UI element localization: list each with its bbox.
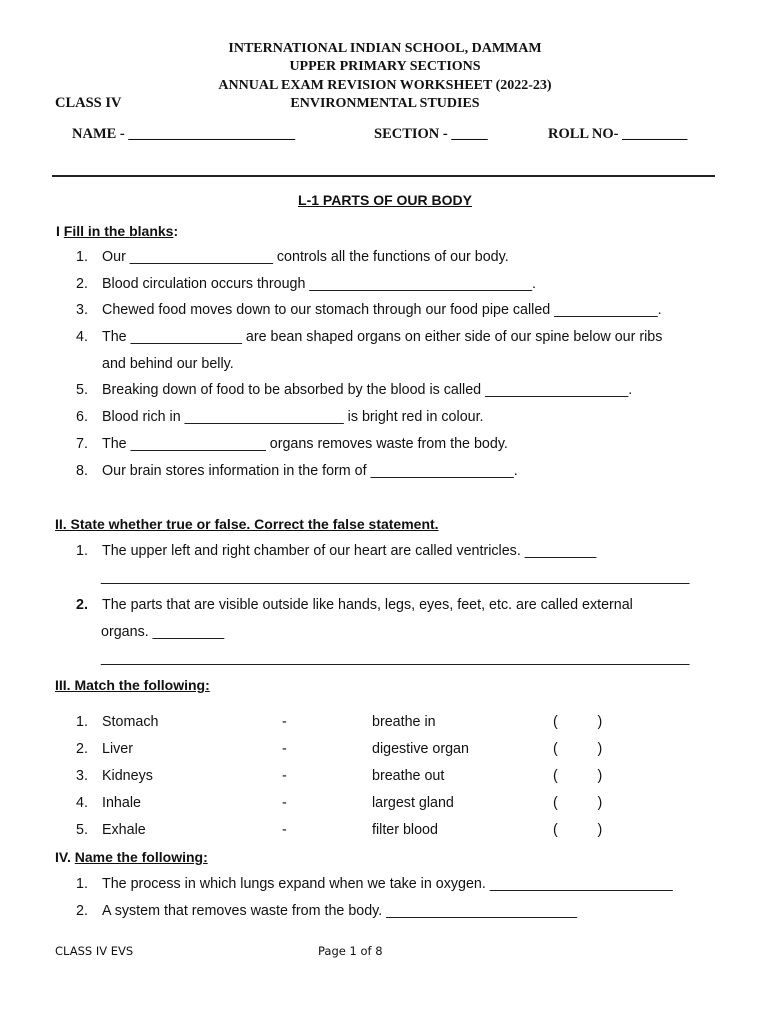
- part1-heading: Fill in the blanks: [63, 223, 174, 239]
- school-sections: UPPER PRIMARY SECTIONS: [289, 59, 481, 74]
- part1-roman: I: [56, 223, 64, 239]
- class-label: CLASS IV: [55, 95, 122, 111]
- worksheet-title: ANNUAL EXAM REVISION WORKSHEET (2022-23): [218, 78, 552, 93]
- match-row: 4. Inhale: [76, 795, 141, 811]
- part3-title: III. Match the following:: [55, 677, 210, 693]
- match-option: filter blood: [372, 822, 438, 838]
- list-item-continuation: organs. _________: [101, 624, 225, 640]
- subject-title: ENVIRONMENTAL STUDIES: [290, 96, 480, 111]
- match-row: 3. Kidneys: [76, 768, 153, 784]
- header-divider: [52, 175, 715, 177]
- list-item: 7. The _________________ organs removes waste from the body.: [76, 436, 508, 452]
- part4-heading: Name the following:: [74, 849, 208, 865]
- list-item: 2. A system that removes waste from the body. ________________________: [76, 903, 578, 919]
- name-field[interactable]: NAME - _______________________: [72, 126, 296, 142]
- list-item: 2. The parts that are visible outside like hands, legs, eyes, feet, etc. are called external: [76, 597, 633, 613]
- part1-title: I Fill in the blanks:: [56, 223, 179, 239]
- match-dash: -: [282, 741, 287, 757]
- match-dash: -: [282, 768, 287, 784]
- list-item: 1. The upper left and right chamber of our heart are called ventricles. _________: [76, 543, 597, 559]
- list-item: 1. Our __________________ controls all the functions of our body.: [76, 249, 509, 265]
- match-dash: -: [282, 714, 287, 730]
- match-row: 2. Liver: [76, 741, 133, 757]
- footer-class: CLASS IV EVS: [55, 944, 134, 958]
- list-item: 3. Chewed food moves down to our stomach through our food pipe called _____________.: [76, 302, 662, 318]
- part2-title: II. State whether true or false. Correct the false statement.: [55, 516, 439, 532]
- part4-title: [55, 849, 208, 865]
- school-name: INTERNATIONAL INDIAN SCHOOL, DAMMAM: [228, 41, 542, 56]
- page-number: Page 1 of 8: [318, 944, 383, 958]
- part4-roman: IV.: [55, 849, 75, 865]
- match-option: largest gland: [372, 795, 454, 811]
- section-field[interactable]: SECTION - _____: [374, 126, 488, 142]
- answer-line[interactable]: __________________________________________________________________________: [101, 650, 690, 666]
- list-item: 4. The ______________ are bean shaped organs on either side of our spine below our ribs: [76, 329, 663, 345]
- answer-line[interactable]: __________________________________________________________________________: [101, 569, 690, 585]
- match-option: digestive organ: [372, 741, 469, 757]
- match-option: breathe out: [372, 768, 445, 784]
- list-item: 5. Breaking down of food to be absorbed by the blood is called __________________.: [76, 382, 633, 398]
- roll-no-field[interactable]: ROLL NO- _________: [548, 126, 688, 142]
- list-item: 1. The process in which lungs expand when we take in oxygen. _______________________: [76, 876, 673, 892]
- match-row: 1. Stomach: [76, 714, 159, 730]
- match-answer-box[interactable]: ( ): [553, 795, 603, 811]
- list-item: 8. Our brain stores information in the form of __________________.: [76, 463, 518, 479]
- list-item: 6. Blood rich in ____________________ is bright red in colour.: [76, 409, 484, 425]
- match-dash: -: [282, 795, 287, 811]
- match-option: breathe in: [372, 714, 436, 730]
- match-answer-box[interactable]: ( ): [553, 714, 603, 730]
- list-item-continuation: and behind our belly.: [102, 356, 234, 372]
- lesson-title: L-1 PARTS OF OUR BODY: [298, 192, 472, 208]
- match-answer-box[interactable]: ( ): [553, 768, 603, 784]
- match-dash: -: [282, 822, 287, 838]
- list-item: 2. Blood circulation occurs through ____________________________.: [76, 276, 537, 292]
- match-answer-box[interactable]: ( ): [553, 741, 603, 757]
- match-row: 5. Exhale: [76, 822, 146, 838]
- match-answer-box[interactable]: ( ): [553, 822, 603, 838]
